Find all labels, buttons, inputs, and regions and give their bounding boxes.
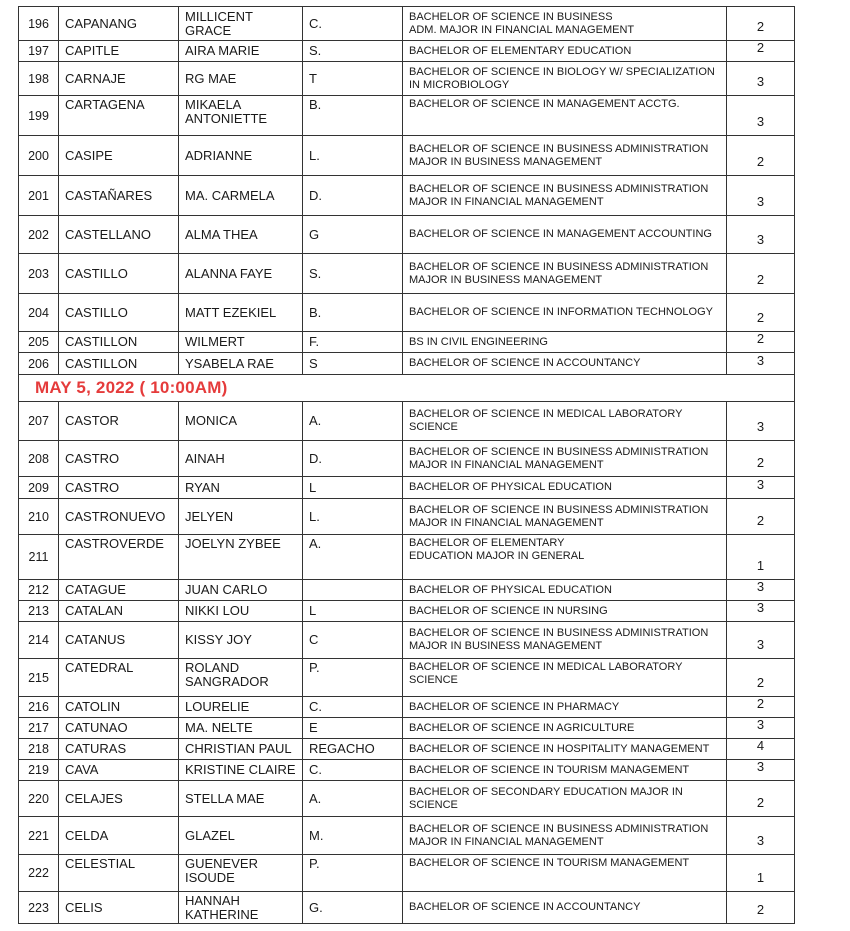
course-name: BACHELOR OF SCIENCE IN INFORMATION TECHNOLOGY <box>403 294 727 332</box>
year-level: 2 <box>727 41 795 62</box>
table-row <box>19 499 795 535</box>
year-level: 3 <box>727 62 795 96</box>
last-name: CASTRO <box>59 441 179 477</box>
first-name: JOELYN ZYBEE <box>179 535 303 580</box>
middle-initial: G <box>303 216 403 254</box>
course-name: BACHELOR OF SCIENCE IN AGRICULTURE <box>403 718 727 739</box>
middle-initial: L <box>303 601 403 622</box>
course-name: BACHELOR OF SCIENCE IN PHARMACY <box>403 697 727 718</box>
first-name: KISSY JOY <box>179 622 303 659</box>
last-name: CARNAJE <box>59 62 179 96</box>
middle-initial: A. <box>303 781 403 817</box>
last-name: CATURAS <box>59 739 179 760</box>
last-name: CASTRONUEVO <box>59 499 179 535</box>
row-number: 200 <box>19 136 59 176</box>
course-name: BACHELOR OF PHYSICAL EDUCATION <box>403 477 727 499</box>
table-row <box>19 96 795 136</box>
last-name: CAVA <box>59 760 179 781</box>
row-number: 198 <box>19 62 59 96</box>
course-name: BACHELOR OF SCIENCE IN BUSINESS ADMINISTRATION MAJOR IN BUSINESS MANAGEMENT <box>403 254 727 294</box>
first-name: GUENEVER ISOUDE <box>179 855 303 892</box>
course-name: BACHELOR OF PHYSICAL EDUCATION <box>403 580 727 601</box>
table-row <box>19 659 795 697</box>
year-level: 2 <box>727 441 795 477</box>
middle-initial: C <box>303 622 403 659</box>
first-name: JELYEN <box>179 499 303 535</box>
row-number: 220 <box>19 781 59 817</box>
middle-initial: C. <box>303 697 403 718</box>
table-row <box>19 739 795 760</box>
first-name: CHRISTIAN PAUL <box>179 739 303 760</box>
row-number: 215 <box>19 659 59 697</box>
first-name: STELLA MAE <box>179 781 303 817</box>
table-row <box>19 41 795 62</box>
table-row <box>19 760 795 781</box>
year-level: 3 <box>727 353 795 375</box>
last-name: CASTAÑARES <box>59 176 179 216</box>
year-level: 2 <box>727 294 795 332</box>
year-level: 3 <box>727 718 795 739</box>
first-name: MONICA <box>179 402 303 441</box>
year-level: 2 <box>727 7 795 41</box>
roster-rows-before <box>19 7 795 375</box>
year-level: 3 <box>727 402 795 441</box>
middle-initial: S. <box>303 254 403 294</box>
middle-initial: B. <box>303 96 403 136</box>
first-name: GLAZEL <box>179 817 303 855</box>
last-name: CASTOR <box>59 402 179 441</box>
course-name: BACHELOR OF SCIENCE IN BUSINESS ADMINISTRATION MAJOR IN FINANCIAL MANAGEMENT <box>403 441 727 477</box>
schedule-date-label: MAY 5, 2022 ( 10:00AM) <box>19 375 795 402</box>
first-name: MILLICENT GRACE <box>179 7 303 41</box>
course-name: BACHELOR OF SCIENCE IN MANAGEMENT ACCTG. <box>403 96 727 136</box>
row-number: 219 <box>19 760 59 781</box>
last-name: CATALAN <box>59 601 179 622</box>
middle-initial: A. <box>303 402 403 441</box>
last-name: CELESTIAL <box>59 855 179 892</box>
roster-sheet <box>18 6 794 924</box>
row-number: 212 <box>19 580 59 601</box>
row-number: 213 <box>19 601 59 622</box>
last-name: CELIS <box>59 892 179 924</box>
middle-initial: F. <box>303 332 403 353</box>
middle-initial: P. <box>303 855 403 892</box>
middle-initial: M. <box>303 817 403 855</box>
year-level: 2 <box>727 659 795 697</box>
first-name: ALANNA FAYE <box>179 254 303 294</box>
first-name: RYAN <box>179 477 303 499</box>
row-number: 206 <box>19 353 59 375</box>
table-row <box>19 136 795 176</box>
year-level: 3 <box>727 580 795 601</box>
last-name: CASTRO <box>59 477 179 499</box>
row-number: 199 <box>19 96 59 136</box>
year-level: 3 <box>727 216 795 254</box>
row-number: 223 <box>19 892 59 924</box>
row-number: 201 <box>19 176 59 216</box>
last-name: CELDA <box>59 817 179 855</box>
last-name: CASTROVERDE <box>59 535 179 580</box>
course-name: BACHELOR OF ELEMENTARY EDUCATION <box>403 41 727 62</box>
year-level: 2 <box>727 254 795 294</box>
course-name: BACHELOR OF SCIENCE IN BIOLOGY W/ SPECIALIZATION IN MICROBIOLOGY <box>403 62 727 96</box>
last-name: CASIPE <box>59 136 179 176</box>
roster-rows-after <box>19 402 795 924</box>
middle-initial: C. <box>303 7 403 41</box>
schedule-separator <box>19 375 795 402</box>
row-number: 211 <box>19 535 59 580</box>
last-name: CASTILLO <box>59 254 179 294</box>
middle-initial: L <box>303 477 403 499</box>
year-level: 2 <box>727 136 795 176</box>
middle-initial: L. <box>303 499 403 535</box>
row-number: 207 <box>19 402 59 441</box>
table-row <box>19 332 795 353</box>
middle-initial: D. <box>303 441 403 477</box>
year-level: 3 <box>727 622 795 659</box>
last-name: CAPANANG <box>59 7 179 41</box>
middle-initial: T <box>303 62 403 96</box>
last-name: CAPITLE <box>59 41 179 62</box>
middle-initial <box>303 580 403 601</box>
roster-table <box>18 6 795 924</box>
last-name: CATANUS <box>59 622 179 659</box>
course-name: BACHELOR OF SCIENCE IN NURSING <box>403 601 727 622</box>
first-name: MA. CARMELA <box>179 176 303 216</box>
table-row <box>19 62 795 96</box>
year-level: 1 <box>727 855 795 892</box>
year-level: 1 <box>727 535 795 580</box>
row-number: 222 <box>19 855 59 892</box>
year-level: 4 <box>727 739 795 760</box>
first-name: MA. NELTE <box>179 718 303 739</box>
year-level: 2 <box>727 697 795 718</box>
year-level: 3 <box>727 477 795 499</box>
middle-initial: A. <box>303 535 403 580</box>
table-row <box>19 535 795 580</box>
course-name: BACHELOR OF SCIENCE IN BUSINESS ADMINISTRATION MAJOR IN FINANCIAL MANAGEMENT <box>403 176 727 216</box>
row-number: 203 <box>19 254 59 294</box>
course-name: BACHELOR OF ELEMENTARY EDUCATION MAJOR IN GENERAL <box>403 535 727 580</box>
table-row <box>19 697 795 718</box>
table-row <box>19 216 795 254</box>
middle-initial: S. <box>303 41 403 62</box>
course-name: BACHELOR OF SCIENCE IN ACCOUNTANCY <box>403 892 727 924</box>
table-row <box>19 441 795 477</box>
first-name: NIKKI LOU <box>179 601 303 622</box>
row-number: 218 <box>19 739 59 760</box>
table-row <box>19 176 795 216</box>
course-name: BACHELOR OF SCIENCE IN MANAGEMENT ACCOUNTING <box>403 216 727 254</box>
last-name: CATOLIN <box>59 697 179 718</box>
last-name: CATEDRAL <box>59 659 179 697</box>
year-level: 3 <box>727 760 795 781</box>
last-name: CASTILLON <box>59 353 179 375</box>
middle-initial: P. <box>303 659 403 697</box>
year-level: 2 <box>727 499 795 535</box>
last-name: CASTILLO <box>59 294 179 332</box>
middle-initial: L. <box>303 136 403 176</box>
middle-initial: D. <box>303 176 403 216</box>
table-row <box>19 7 795 41</box>
table-row <box>19 781 795 817</box>
first-name: ALMA THEA <box>179 216 303 254</box>
year-level: 3 <box>727 817 795 855</box>
year-level: 3 <box>727 96 795 136</box>
course-name: BACHELOR OF SCIENCE IN MEDICAL LABORATORY SCIENCE <box>403 659 727 697</box>
row-number: 208 <box>19 441 59 477</box>
middle-initial: B. <box>303 294 403 332</box>
middle-initial: E <box>303 718 403 739</box>
course-name: BACHELOR OF SCIENCE IN BUSINESS ADMINISTRATION MAJOR IN FINANCIAL MANAGEMENT <box>403 817 727 855</box>
last-name: CATAGUE <box>59 580 179 601</box>
row-number: 209 <box>19 477 59 499</box>
row-number: 210 <box>19 499 59 535</box>
course-name: BACHELOR OF SCIENCE IN BUSINESS ADM. MAJOR IN FINANCIAL MANAGEMENT <box>403 7 727 41</box>
first-name: AIRA MARIE <box>179 41 303 62</box>
table-row <box>19 254 795 294</box>
course-name: BACHELOR OF SCIENCE IN BUSINESS ADMINISTRATION MAJOR IN BUSINESS MANAGEMENT <box>403 136 727 176</box>
course-name: BACHELOR OF SCIENCE IN ACCOUNTANCY <box>403 353 727 375</box>
last-name: CASTILLON <box>59 332 179 353</box>
first-name: KRISTINE CLAIRE <box>179 760 303 781</box>
table-row <box>19 294 795 332</box>
middle-initial: C. <box>303 760 403 781</box>
first-name: RG MAE <box>179 62 303 96</box>
year-level: 2 <box>727 781 795 817</box>
row-number: 217 <box>19 718 59 739</box>
year-level: 2 <box>727 892 795 924</box>
year-level: 3 <box>727 176 795 216</box>
course-name: BACHELOR OF SECONDARY EDUCATION MAJOR IN SCIENCE <box>403 781 727 817</box>
row-number: 221 <box>19 817 59 855</box>
first-name: AINAH <box>179 441 303 477</box>
course-name: BACHELOR OF SCIENCE IN BUSINESS ADMINISTRATION MAJOR IN BUSINESS MANAGEMENT <box>403 622 727 659</box>
middle-initial: S <box>303 353 403 375</box>
row-number: 197 <box>19 41 59 62</box>
table-row <box>19 580 795 601</box>
course-name: BACHELOR OF SCIENCE IN MEDICAL LABORATORY SCIENCE <box>403 402 727 441</box>
last-name: CASTELLANO <box>59 216 179 254</box>
year-level: 2 <box>727 332 795 353</box>
table-row <box>19 855 795 892</box>
first-name: ADRIANNE <box>179 136 303 176</box>
row-number: 196 <box>19 7 59 41</box>
course-name: BS IN CIVIL ENGINEERING <box>403 332 727 353</box>
row-number: 214 <box>19 622 59 659</box>
course-name: BACHELOR OF SCIENCE IN BUSINESS ADMINISTRATION MAJOR IN FINANCIAL MANAGEMENT <box>403 499 727 535</box>
middle-initial: G. <box>303 892 403 924</box>
last-name: CELAJES <box>59 781 179 817</box>
row-number: 216 <box>19 697 59 718</box>
middle-initial: REGACHO <box>303 739 403 760</box>
row-number: 204 <box>19 294 59 332</box>
row-number: 202 <box>19 216 59 254</box>
row-number: 205 <box>19 332 59 353</box>
table-row <box>19 718 795 739</box>
year-level: 3 <box>727 601 795 622</box>
table-row <box>19 817 795 855</box>
first-name: JUAN CARLO <box>179 580 303 601</box>
first-name: YSABELA RAE <box>179 353 303 375</box>
first-name: LOURELIE <box>179 697 303 718</box>
last-name: CATUNAO <box>59 718 179 739</box>
course-name: BACHELOR OF SCIENCE IN TOURISM MANAGEMENT <box>403 855 727 892</box>
first-name: WILMERT <box>179 332 303 353</box>
table-row <box>19 601 795 622</box>
course-name: BACHELOR OF SCIENCE IN HOSPITALITY MANAGEMENT <box>403 739 727 760</box>
table-row <box>19 892 795 924</box>
first-name: MIKAELA ANTONIETTE <box>179 96 303 136</box>
first-name: ROLAND SANGRADOR <box>179 659 303 697</box>
first-name: MATT EZEKIEL <box>179 294 303 332</box>
table-row <box>19 477 795 499</box>
last-name: CARTAGENA <box>59 96 179 136</box>
first-name: HANNAH KATHERINE <box>179 892 303 924</box>
course-name: BACHELOR OF SCIENCE IN TOURISM MANAGEMENT <box>403 760 727 781</box>
table-row <box>19 353 795 375</box>
table-row <box>19 402 795 441</box>
table-row <box>19 622 795 659</box>
